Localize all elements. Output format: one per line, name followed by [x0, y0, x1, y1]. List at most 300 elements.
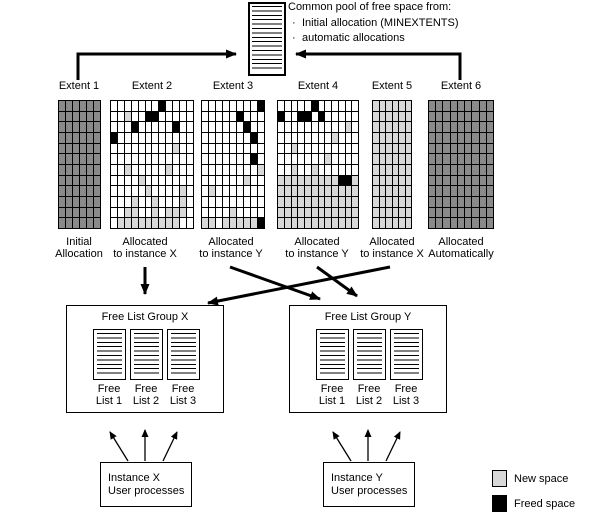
extent-cell — [312, 112, 318, 122]
extent-cell — [173, 133, 179, 143]
extent-6-caption-line1: Allocated — [438, 236, 484, 248]
extent-cell — [111, 112, 117, 122]
extent-cell — [244, 144, 250, 154]
extent-cell — [480, 197, 486, 207]
extent-cell — [292, 218, 298, 228]
extent-cell — [472, 186, 478, 196]
extent-cell — [94, 144, 100, 154]
extent-cell — [202, 165, 208, 175]
extent-cell — [139, 208, 145, 218]
extent-cell — [118, 197, 124, 207]
extent-cell — [216, 165, 222, 175]
extent-cell — [139, 133, 145, 143]
extent-cell — [465, 112, 471, 122]
extent-cell — [451, 186, 457, 196]
extent-cell — [393, 208, 399, 218]
extent-cell — [429, 218, 435, 228]
free-list-1-box — [93, 329, 126, 380]
extent-cell — [59, 133, 65, 143]
extent-cell — [59, 186, 65, 196]
extent-cell — [472, 133, 478, 143]
extent-cell — [458, 154, 464, 164]
extent-cell — [230, 165, 236, 175]
extent-cell — [230, 197, 236, 207]
extent-cell — [406, 101, 412, 111]
extent-cell — [66, 218, 72, 228]
extent-cell — [325, 154, 331, 164]
extent-cell — [223, 101, 229, 111]
extent-cell — [173, 218, 179, 228]
extent-cell — [285, 154, 291, 164]
extent-cell — [237, 154, 243, 164]
extent-cell — [59, 218, 65, 228]
extent-cell — [298, 208, 304, 218]
extent-cell — [436, 218, 442, 228]
extent-cell — [352, 122, 358, 132]
extent-cell — [209, 208, 215, 218]
extent-cell — [298, 144, 304, 154]
extent-cell — [216, 101, 222, 111]
extent-cell — [202, 197, 208, 207]
extent-2-caption-line2: to instance X — [113, 248, 177, 260]
extent-cell — [346, 144, 352, 154]
extent-cell — [132, 208, 138, 218]
extent-cell — [429, 165, 435, 175]
extent-cell — [202, 186, 208, 196]
pool-bullet-1 — [292, 17, 542, 29]
extent-cell — [152, 154, 158, 164]
extent-cell — [386, 176, 392, 186]
extent-cell — [332, 208, 338, 218]
extent-cell — [223, 197, 229, 207]
extent-cell — [399, 122, 405, 132]
extent-cell — [285, 144, 291, 154]
extent-cell — [173, 165, 179, 175]
extent-cell — [380, 186, 386, 196]
extent-cell — [465, 208, 471, 218]
extent-5-caption-line1: Allocated — [369, 236, 415, 248]
extent-cell — [373, 144, 379, 154]
extent-cell — [298, 197, 304, 207]
extent-cell — [237, 176, 243, 186]
extent-cell — [451, 197, 457, 207]
extent-cell — [216, 176, 222, 186]
extent-cell — [125, 101, 131, 111]
extent-cell — [373, 208, 379, 218]
extent-cell — [325, 101, 331, 111]
extent-cell — [111, 165, 117, 175]
extent-cell — [166, 101, 172, 111]
extent-cell — [66, 186, 72, 196]
extent-cell — [118, 218, 124, 228]
extent-5-caption-line2: to instance X — [360, 248, 424, 260]
extent-cell — [258, 112, 264, 122]
extent-cell — [298, 122, 304, 132]
extent-cell — [465, 176, 471, 186]
extent-cell — [166, 165, 172, 175]
extent-cell — [406, 197, 412, 207]
instance-x-subtitle: User processes — [108, 484, 185, 497]
extent-cell — [187, 165, 193, 175]
extent-cell — [180, 165, 186, 175]
extent-cell — [472, 176, 478, 186]
extent-cell — [386, 186, 392, 196]
extent-cell — [237, 165, 243, 175]
extent-cell — [278, 186, 284, 196]
extent-cell — [332, 122, 338, 132]
extent-cell — [319, 101, 325, 111]
extent-cell — [111, 218, 117, 228]
extent-cell — [339, 176, 345, 186]
extent-cell — [59, 208, 65, 218]
extent-cell — [251, 133, 257, 143]
extent-cell — [251, 218, 257, 228]
extent-cell — [132, 122, 138, 132]
extent-cell — [187, 122, 193, 132]
extent-cell — [292, 197, 298, 207]
extent-cell — [125, 176, 131, 186]
extent-cell — [339, 154, 345, 164]
extent-cell — [139, 186, 145, 196]
extent-cell — [159, 154, 165, 164]
extent-cell — [111, 197, 117, 207]
extent-cell — [230, 218, 236, 228]
extent-cell — [202, 154, 208, 164]
extent-cell — [399, 218, 405, 228]
extent-cell — [209, 165, 215, 175]
extent-cell — [202, 101, 208, 111]
extent-cell — [386, 165, 392, 175]
extent-cell — [429, 176, 435, 186]
extent-cell — [187, 101, 193, 111]
extent-cell — [251, 176, 257, 186]
extent-cell — [480, 186, 486, 196]
extent-cell — [187, 218, 193, 228]
extent-cell — [332, 144, 338, 154]
extent-cell — [209, 197, 215, 207]
extent-cell — [480, 154, 486, 164]
extent-cell — [202, 218, 208, 228]
extent-cell — [346, 197, 352, 207]
extent-cell — [406, 144, 412, 154]
extent-cell — [80, 154, 86, 164]
common-pool-box — [248, 2, 286, 76]
extent-cell — [173, 208, 179, 218]
extent-cell — [244, 133, 250, 143]
extent-cell — [346, 101, 352, 111]
extent-cell — [319, 208, 325, 218]
extent-cell — [399, 144, 405, 154]
free-list-label-line: Free — [320, 383, 344, 395]
extent-cell — [59, 122, 65, 132]
extent-cell — [305, 122, 311, 132]
arrow-instance-y-to-free-list-3 — [386, 432, 400, 461]
extent-cell — [472, 112, 478, 122]
extent-cell — [278, 144, 284, 154]
bullet-dot-icon: · — [292, 32, 296, 44]
extent-cell — [373, 197, 379, 207]
extent-cell — [339, 186, 345, 196]
extent-cell — [258, 101, 264, 111]
extent-cell — [346, 122, 352, 132]
extent-2-grid — [110, 100, 194, 229]
extent-4-label: Extent 4 — [297, 80, 339, 92]
extent-cell — [251, 112, 257, 122]
extent-cell — [458, 122, 464, 132]
extent-cell — [73, 218, 79, 228]
extent-cell — [146, 165, 152, 175]
extent-cell — [339, 165, 345, 175]
extent-cell — [487, 186, 493, 196]
extent-cell — [94, 101, 100, 111]
extent-cell — [292, 165, 298, 175]
pool-bullet-1-text: Initial allocation (MINEXTENTS) — [302, 17, 459, 29]
extent-cell — [118, 208, 124, 218]
extent-cell — [216, 112, 222, 122]
extent-cell — [325, 186, 331, 196]
extent-cell — [472, 122, 478, 132]
extent-cell — [230, 122, 236, 132]
extent-cell — [380, 112, 386, 122]
extent-cell — [393, 197, 399, 207]
extent-cell — [202, 176, 208, 186]
extent-cell — [443, 186, 449, 196]
extent-cell — [80, 133, 86, 143]
extent-cell — [173, 186, 179, 196]
extent-cell — [87, 186, 93, 196]
extent-cell — [111, 208, 117, 218]
extent-cell — [125, 133, 131, 143]
extent-cell — [230, 144, 236, 154]
extent-2-caption — [98, 236, 192, 260]
extent-cell — [209, 144, 215, 154]
extent-cell — [319, 122, 325, 132]
extent-cell — [278, 112, 284, 122]
extent-cell — [152, 186, 158, 196]
extent-cell — [480, 101, 486, 111]
extent-cell — [325, 208, 331, 218]
extent-cell — [458, 133, 464, 143]
extent-cell — [111, 122, 117, 132]
extent-cell — [132, 154, 138, 164]
extent-cell — [436, 176, 442, 186]
extent-cell — [319, 154, 325, 164]
extent-cell — [325, 176, 331, 186]
extent-cell — [209, 112, 215, 122]
extent-cell — [429, 208, 435, 218]
extent-cell — [66, 112, 72, 122]
extent-cell — [132, 186, 138, 196]
extent-cell — [332, 186, 338, 196]
extent-cell — [166, 133, 172, 143]
extent-cell — [180, 122, 186, 132]
extent-cell — [166, 197, 172, 207]
extent-cell — [312, 176, 318, 186]
extent-cell — [237, 101, 243, 111]
extent-cell — [118, 133, 124, 143]
extent-cell — [292, 208, 298, 218]
extent-cell — [285, 133, 291, 143]
extent-cell — [292, 186, 298, 196]
extent-cell — [319, 197, 325, 207]
extent-cell — [285, 176, 291, 186]
arrow-instance-x-to-free-list-3 — [163, 432, 177, 461]
extent-cell — [237, 218, 243, 228]
extent-cell — [451, 144, 457, 154]
extent-cell — [386, 101, 392, 111]
freed-space-label: Freed space — [514, 498, 576, 510]
extent-cell — [223, 154, 229, 164]
extent-cell — [94, 154, 100, 164]
arrow-extent5-to-group-x — [208, 267, 390, 303]
extent-cell — [451, 208, 457, 218]
extent-cell — [139, 101, 145, 111]
extent-cell — [216, 144, 222, 154]
extent-cell — [251, 186, 257, 196]
extent-cell — [166, 176, 172, 186]
extent-cell — [443, 197, 449, 207]
extent-cell — [458, 112, 464, 122]
extent-cell — [332, 197, 338, 207]
extent-cell — [451, 176, 457, 186]
extent-cell — [209, 133, 215, 143]
extent-cell — [73, 144, 79, 154]
extent-cell — [451, 101, 457, 111]
extent-cell — [244, 176, 250, 186]
extent-cell — [118, 165, 124, 175]
extent-cell — [458, 218, 464, 228]
extent-cell — [125, 218, 131, 228]
extent-cell — [339, 122, 345, 132]
extent-cell — [352, 197, 358, 207]
extent-cell — [406, 112, 412, 122]
extent-6-caption — [414, 236, 508, 260]
extent-cell — [480, 176, 486, 186]
extent-cell — [305, 176, 311, 186]
extent-cell — [429, 144, 435, 154]
extent-cell — [159, 165, 165, 175]
extent-cell — [132, 133, 138, 143]
extent-cell — [132, 176, 138, 186]
extent-cell — [458, 186, 464, 196]
extent-cell — [436, 197, 442, 207]
extent-cell — [399, 112, 405, 122]
extent-cell — [230, 101, 236, 111]
extent-cell — [125, 165, 131, 175]
arrow-instance-x-to-free-list-1 — [110, 432, 128, 461]
extent-cell — [230, 112, 236, 122]
extent-cell — [373, 112, 379, 122]
extent-cell — [139, 144, 145, 154]
extent-cell — [298, 101, 304, 111]
instance-y-subtitle: User processes — [331, 484, 408, 497]
extent-cell — [187, 208, 193, 218]
extent-cell — [472, 218, 478, 228]
extent-cell — [487, 197, 493, 207]
free-list-label-line: Free — [134, 383, 158, 395]
extent-cell — [125, 154, 131, 164]
extent-cell — [386, 144, 392, 154]
free-list-stripes-icon — [357, 333, 382, 376]
extent-cell — [319, 176, 325, 186]
free-list-stripes-icon — [97, 333, 122, 376]
extent-cell — [202, 112, 208, 122]
free-list-label-line: List 1 — [95, 395, 123, 407]
arrow-extent6-to-pool — [296, 54, 460, 80]
extent-cell — [244, 112, 250, 122]
extent-cell — [146, 186, 152, 196]
free-list-3-label — [383, 383, 429, 407]
extent-cell — [237, 133, 243, 143]
extent-cell — [305, 112, 311, 122]
extent-cell — [352, 176, 358, 186]
extent-cell — [80, 112, 86, 122]
extent-cell — [223, 176, 229, 186]
free-list-label-line: Free — [357, 383, 381, 395]
extent-cell — [399, 165, 405, 175]
extent-cell — [230, 154, 236, 164]
extent-cell — [80, 176, 86, 186]
extent-cell — [118, 186, 124, 196]
extent-5-grid — [372, 100, 412, 229]
extent-cell — [66, 197, 72, 207]
extent-cell — [111, 154, 117, 164]
extent-cell — [209, 122, 215, 132]
extent-cell — [152, 208, 158, 218]
extent-cell — [487, 154, 493, 164]
extent-cell — [258, 197, 264, 207]
extent-cell — [278, 165, 284, 175]
extent-cell — [66, 154, 72, 164]
extent-cell — [346, 176, 352, 186]
extent-cell — [332, 101, 338, 111]
extent-cell — [465, 218, 471, 228]
extent-cell — [216, 218, 222, 228]
extent-cell — [139, 112, 145, 122]
extent-3-grid — [201, 100, 265, 229]
extent-cell — [480, 133, 486, 143]
extent-cell — [173, 144, 179, 154]
extent-cell — [472, 144, 478, 154]
extent-4-caption-line2: to instance Y — [285, 248, 349, 260]
extent-cell — [451, 165, 457, 175]
extent-cell — [202, 133, 208, 143]
extent-cell — [352, 112, 358, 122]
extent-cell — [73, 133, 79, 143]
extent-cell — [216, 208, 222, 218]
extent-cell — [125, 112, 131, 122]
extent-cell — [429, 101, 435, 111]
extent-cell — [305, 208, 311, 218]
extent-cell — [339, 208, 345, 218]
extent-cell — [305, 101, 311, 111]
free-list-2-box — [353, 329, 386, 380]
extent-cell — [373, 165, 379, 175]
extent-cell — [480, 144, 486, 154]
extent-cell — [223, 208, 229, 218]
free-list-stripes-icon — [134, 333, 159, 376]
extent-cell — [125, 144, 131, 154]
extent-cell — [118, 112, 124, 122]
extent-cell — [230, 208, 236, 218]
arrow-instance-y-to-free-list-1 — [333, 432, 351, 461]
extent-4-caption-line1: Allocated — [294, 236, 340, 248]
free-list-3-box — [167, 329, 200, 380]
extent-cell — [146, 133, 152, 143]
common-pool-title: Common pool of free space from: — [288, 1, 452, 13]
extent-cell — [380, 154, 386, 164]
extent-cell — [319, 144, 325, 154]
